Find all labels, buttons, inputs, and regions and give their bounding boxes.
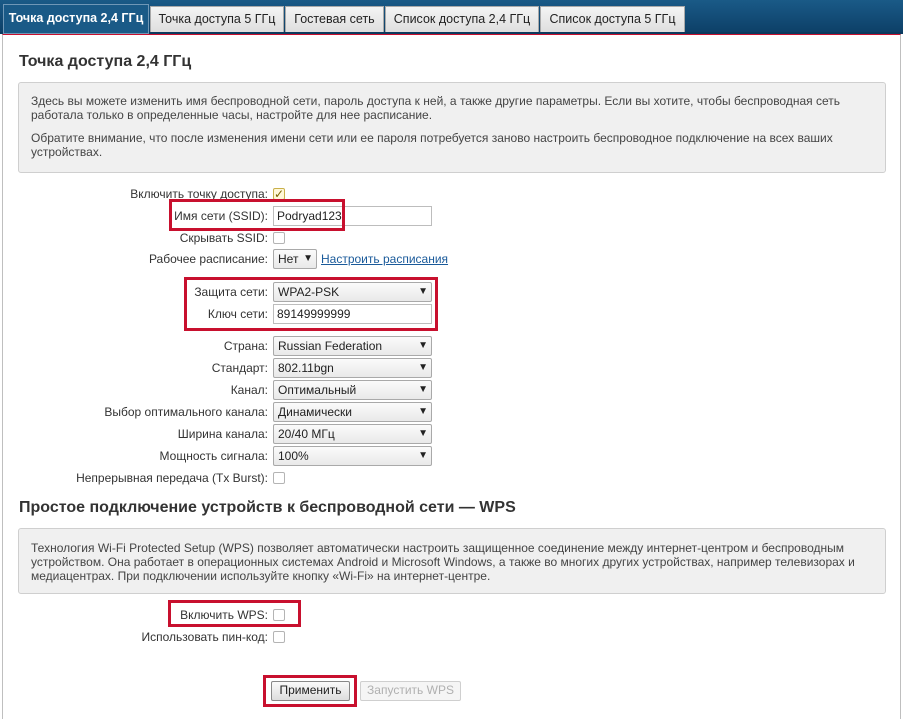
hide-ssid-label: Скрывать SSID: <box>179 231 268 245</box>
standard-select[interactable] <box>273 358 432 378</box>
schedule-value: Нет <box>278 252 299 266</box>
tab-access-point-24[interactable]: Точка доступа 2,4 ГГц <box>3 4 149 34</box>
use-pin-checkbox[interactable] <box>273 631 285 643</box>
highlight-apply <box>263 675 357 707</box>
channel-label: Канал: <box>230 383 268 397</box>
bandwidth-value: 20/40 МГц <box>278 427 335 441</box>
tab-access-point-5[interactable]: Точка доступа 5 ГГц <box>150 6 284 32</box>
configure-schedules-link[interactable]: Настроить расписания <box>321 252 449 266</box>
security-label: Защита сети: <box>194 285 268 299</box>
security-value: WPA2-PSK <box>278 285 340 299</box>
chevron-down-icon: ▼ <box>418 406 428 417</box>
txburst-label: Непрерывная передача (Tx Burst): <box>76 471 268 485</box>
tab-bar <box>0 0 903 34</box>
info-note: Обратите внимание, что после изменения имени сети или ее пароля потребуется заново настроить беспроводное подключение на всех ваших устройствах. <box>31 131 833 159</box>
channel-select[interactable] <box>273 380 432 400</box>
country-select[interactable] <box>273 336 432 356</box>
chevron-down-icon: ▼ <box>418 286 428 297</box>
power-select[interactable] <box>273 446 432 466</box>
chevron-down-icon: ▼ <box>418 428 428 439</box>
tab-access-list-5[interactable]: Список доступа 5 ГГц <box>540 6 685 32</box>
power-label: Мощность сигнала: <box>159 449 268 463</box>
highlight-ssid <box>169 199 345 231</box>
hide-ssid-checkbox[interactable] <box>273 232 285 244</box>
key-input[interactable]: 89149999999 <box>273 304 432 324</box>
wps-info-text: Технология Wi-Fi Protected Setup (WPS) позволяет автоматически настроить защищенное соединение между интернет-центром и беспроводным устройством. Она работает в операционных системах Android и Microsoft Windows, а также во многих других устройствах, например телевизорах и медиацентрах. При подключении используйте кнопку «Wi-Fi» на интернет-центре. <box>31 541 855 583</box>
channel-selection-select[interactable] <box>273 402 432 422</box>
check-icon: ✓ <box>274 187 285 201</box>
tab-access-list-24[interactable]: Список доступа 2,4 ГГц <box>385 6 539 32</box>
ssid-label: Имя сети (SSID): <box>174 209 268 223</box>
chevron-down-icon: ▼ <box>418 362 428 373</box>
standard-label: Стандарт: <box>211 361 268 375</box>
wps-info-box <box>18 528 886 594</box>
standard-value: 802.11bgn <box>278 361 334 375</box>
apply-button[interactable]: Применить <box>271 681 350 701</box>
chevron-down-icon: ▼ <box>303 253 313 264</box>
start-wps-button[interactable]: Запустить WPS <box>360 681 461 701</box>
schedule-select[interactable] <box>273 249 317 269</box>
info-text: Здесь вы можете изменить имя беспроводной сети, пароль доступа к ней, а также другие параметры. Если вы хотите, чтобы беспроводная сеть работала только в определенные часы, настройте для нее расписание. <box>31 94 841 122</box>
country-label: Страна: <box>223 339 268 353</box>
chevron-down-icon: ▼ <box>418 340 428 351</box>
highlight-enable-wps <box>168 600 301 627</box>
key-label: Ключ сети: <box>207 307 268 321</box>
highlight-security-key <box>184 277 438 331</box>
tab-guest-network[interactable]: Гостевая сеть <box>285 6 384 32</box>
wps-section-title: Простое подключение устройств к беспроводной сети — WPS <box>19 499 516 516</box>
bandwidth-select[interactable] <box>273 424 432 444</box>
info-box <box>18 82 886 173</box>
country-value: Russian Federation <box>278 339 383 353</box>
chevron-down-icon: ▼ <box>418 384 428 395</box>
enable-wps-label: Включить WPS: <box>180 608 268 622</box>
channel-value: Оптимальный <box>278 383 357 397</box>
use-pin-label: Использовать пин-код: <box>141 630 268 644</box>
channel-selection-label: Выбор оптимального канала: <box>104 405 268 419</box>
enable-ap-label: Включить точку доступа: <box>130 187 268 201</box>
txburst-checkbox[interactable] <box>273 472 285 484</box>
channel-selection-value: Динамически <box>278 405 352 419</box>
schedule-label: Рабочее расписание: <box>148 252 268 266</box>
bandwidth-label: Ширина канала: <box>177 427 268 441</box>
power-value: 100% <box>278 449 309 463</box>
page-title: Точка доступа 2,4 ГГц <box>19 53 192 70</box>
chevron-down-icon: ▼ <box>418 450 428 461</box>
ssid-input[interactable]: Podryad123 <box>273 206 432 226</box>
